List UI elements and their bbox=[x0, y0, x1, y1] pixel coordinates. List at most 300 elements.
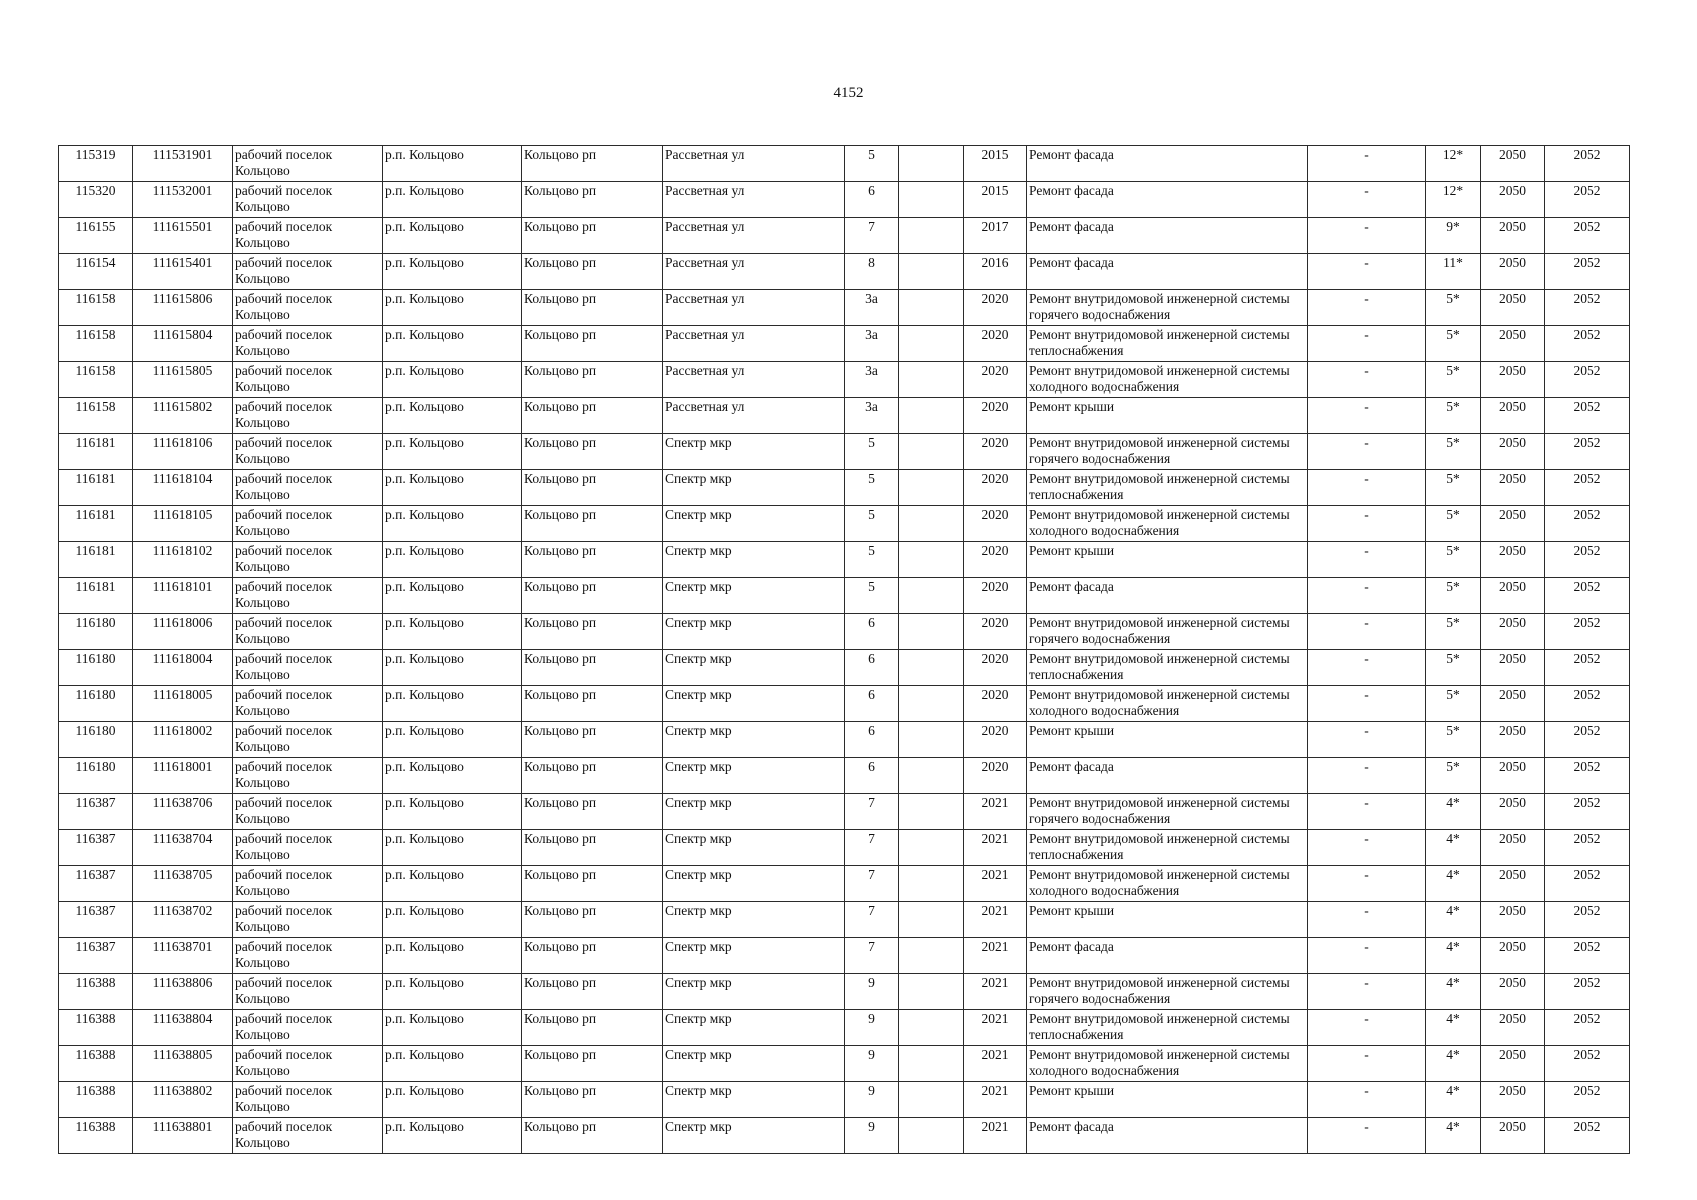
table-row bbox=[59, 326, 1630, 362]
term-cell: 5* bbox=[1426, 362, 1481, 398]
work-type-cell: Ремонт фасада bbox=[1027, 254, 1308, 290]
building-cell bbox=[899, 362, 964, 398]
object-id-cell: 116180 bbox=[59, 758, 133, 794]
street-cell: Спектр мкр bbox=[663, 1082, 845, 1118]
term-cell: 5* bbox=[1426, 434, 1481, 470]
work-type-cell: Ремонт внутридомовой инженерной системы холодного водоснабжения bbox=[1027, 506, 1308, 542]
record-id-cell: 111615804 bbox=[133, 326, 233, 362]
work-type-cell: Ремонт внутридомовой инженерной системы теплоснабжения bbox=[1027, 650, 1308, 686]
table-row bbox=[59, 1010, 1630, 1046]
year-cell: 2020 bbox=[964, 506, 1027, 542]
settlement-cell: р.п. Кольцово bbox=[383, 758, 522, 794]
work-type-cell: Ремонт внутридомовой инженерной системы горячего водоснабжения bbox=[1027, 290, 1308, 326]
municipality-cell: рабочий поселок Кольцово bbox=[233, 830, 383, 866]
start-year-cell: 2050 bbox=[1481, 1046, 1545, 1082]
year-cell: 2016 bbox=[964, 254, 1027, 290]
page-number: 4152 bbox=[833, 85, 864, 101]
record-id-cell: 111618102 bbox=[133, 542, 233, 578]
settlement-cell: р.п. Кольцово bbox=[383, 866, 522, 902]
settlement-cell: р.п. Кольцово bbox=[383, 686, 522, 722]
table-row bbox=[59, 146, 1630, 182]
year-cell: 2020 bbox=[964, 614, 1027, 650]
term-cell: 5* bbox=[1426, 470, 1481, 506]
dash-cell: - bbox=[1308, 362, 1426, 398]
street-cell: Спектр мкр bbox=[663, 758, 845, 794]
start-year-cell: 2050 bbox=[1481, 794, 1545, 830]
year-cell: 2020 bbox=[964, 326, 1027, 362]
dash-cell: - bbox=[1308, 470, 1426, 506]
term-cell: 5* bbox=[1426, 650, 1481, 686]
end-year-cell: 2052 bbox=[1545, 830, 1630, 866]
work-type-cell: Ремонт внутридомовой инженерной системы горячего водоснабжения bbox=[1027, 614, 1308, 650]
year-cell: 2020 bbox=[964, 290, 1027, 326]
object-id-cell: 116155 bbox=[59, 218, 133, 254]
municipality-cell: рабочий поселок Кольцово bbox=[233, 146, 383, 182]
house-number-cell: 6 bbox=[845, 686, 899, 722]
building-cell bbox=[899, 326, 964, 362]
street-cell: Рассветная ул bbox=[663, 218, 845, 254]
street-cell: Спектр мкр bbox=[663, 1046, 845, 1082]
record-id-cell: 111638704 bbox=[133, 830, 233, 866]
locality-cell: Кольцово рп bbox=[522, 1046, 663, 1082]
record-id-cell: 111638705 bbox=[133, 866, 233, 902]
building-cell bbox=[899, 686, 964, 722]
end-year-cell: 2052 bbox=[1545, 326, 1630, 362]
settlement-cell: р.п. Кольцово bbox=[383, 1082, 522, 1118]
settlement-cell: р.п. Кольцово bbox=[383, 254, 522, 290]
dash-cell: - bbox=[1308, 1118, 1426, 1154]
year-cell: 2020 bbox=[964, 722, 1027, 758]
record-id-cell: 111618106 bbox=[133, 434, 233, 470]
record-id-cell: 111615501 bbox=[133, 218, 233, 254]
street-cell: Спектр мкр bbox=[663, 938, 845, 974]
building-cell bbox=[899, 578, 964, 614]
building-cell bbox=[899, 218, 964, 254]
building-cell bbox=[899, 506, 964, 542]
settlement-cell: р.п. Кольцово bbox=[383, 542, 522, 578]
end-year-cell: 2052 bbox=[1545, 722, 1630, 758]
settlement-cell: р.п. Кольцово bbox=[383, 506, 522, 542]
settlement-cell: р.п. Кольцово bbox=[383, 290, 522, 326]
term-cell: 4* bbox=[1426, 1082, 1481, 1118]
term-cell: 4* bbox=[1426, 902, 1481, 938]
record-id-cell: 111532001 bbox=[133, 182, 233, 218]
object-id-cell: 116181 bbox=[59, 578, 133, 614]
house-number-cell: 5 bbox=[845, 542, 899, 578]
year-cell: 2017 bbox=[964, 218, 1027, 254]
start-year-cell: 2050 bbox=[1481, 1082, 1545, 1118]
locality-cell: Кольцово рп bbox=[522, 686, 663, 722]
settlement-cell: р.п. Кольцово bbox=[383, 614, 522, 650]
object-id-cell: 116180 bbox=[59, 650, 133, 686]
locality-cell: Кольцово рп bbox=[522, 506, 663, 542]
house-number-cell: 6 bbox=[845, 722, 899, 758]
settlement-cell: р.п. Кольцово bbox=[383, 974, 522, 1010]
table-row bbox=[59, 866, 1630, 902]
term-cell: 5* bbox=[1426, 506, 1481, 542]
table-row bbox=[59, 650, 1630, 686]
end-year-cell: 2052 bbox=[1545, 758, 1630, 794]
object-id-cell: 116158 bbox=[59, 398, 133, 434]
municipality-cell: рабочий поселок Кольцово bbox=[233, 1082, 383, 1118]
work-type-cell: Ремонт внутридомовой инженерной системы теплоснабжения bbox=[1027, 326, 1308, 362]
object-id-cell: 116387 bbox=[59, 938, 133, 974]
locality-cell: Кольцово рп bbox=[522, 146, 663, 182]
year-cell: 2020 bbox=[964, 470, 1027, 506]
registry-table bbox=[58, 145, 1630, 1154]
start-year-cell: 2050 bbox=[1481, 902, 1545, 938]
year-cell: 2021 bbox=[964, 1046, 1027, 1082]
record-id-cell: 111638805 bbox=[133, 1046, 233, 1082]
work-type-cell: Ремонт внутридомовой инженерной системы теплоснабжения bbox=[1027, 470, 1308, 506]
start-year-cell: 2050 bbox=[1481, 146, 1545, 182]
house-number-cell: 3а bbox=[845, 290, 899, 326]
dash-cell: - bbox=[1308, 758, 1426, 794]
municipality-cell: рабочий поселок Кольцово bbox=[233, 614, 383, 650]
work-type-cell: Ремонт крыши bbox=[1027, 722, 1308, 758]
house-number-cell: 6 bbox=[845, 758, 899, 794]
year-cell: 2020 bbox=[964, 398, 1027, 434]
locality-cell: Кольцово рп bbox=[522, 1082, 663, 1118]
term-cell: 4* bbox=[1426, 830, 1481, 866]
year-cell: 2021 bbox=[964, 1118, 1027, 1154]
term-cell: 4* bbox=[1426, 866, 1481, 902]
start-year-cell: 2050 bbox=[1481, 1118, 1545, 1154]
start-year-cell: 2050 bbox=[1481, 830, 1545, 866]
settlement-cell: р.п. Кольцово bbox=[383, 326, 522, 362]
street-cell: Спектр мкр bbox=[663, 974, 845, 1010]
year-cell: 2021 bbox=[964, 830, 1027, 866]
street-cell: Рассветная ул bbox=[663, 290, 845, 326]
house-number-cell: 3а bbox=[845, 398, 899, 434]
table-row bbox=[59, 290, 1630, 326]
house-number-cell: 9 bbox=[845, 974, 899, 1010]
start-year-cell: 2050 bbox=[1481, 290, 1545, 326]
work-type-cell: Ремонт фасада bbox=[1027, 938, 1308, 974]
year-cell: 2021 bbox=[964, 938, 1027, 974]
municipality-cell: рабочий поселок Кольцово bbox=[233, 218, 383, 254]
building-cell bbox=[899, 398, 964, 434]
municipality-cell: рабочий поселок Кольцово bbox=[233, 650, 383, 686]
object-id-cell: 116387 bbox=[59, 830, 133, 866]
term-cell: 5* bbox=[1426, 758, 1481, 794]
building-cell bbox=[899, 1010, 964, 1046]
term-cell: 4* bbox=[1426, 938, 1481, 974]
dash-cell: - bbox=[1308, 542, 1426, 578]
municipality-cell: рабочий поселок Кольцово bbox=[233, 902, 383, 938]
table-row bbox=[59, 254, 1630, 290]
object-id-cell: 116154 bbox=[59, 254, 133, 290]
object-id-cell: 116158 bbox=[59, 290, 133, 326]
municipality-cell: рабочий поселок Кольцово bbox=[233, 974, 383, 1010]
table-row bbox=[59, 758, 1630, 794]
record-id-cell: 111615805 bbox=[133, 362, 233, 398]
end-year-cell: 2052 bbox=[1545, 506, 1630, 542]
start-year-cell: 2050 bbox=[1481, 578, 1545, 614]
locality-cell: Кольцово рп bbox=[522, 866, 663, 902]
dash-cell: - bbox=[1308, 1046, 1426, 1082]
street-cell: Спектр мкр bbox=[663, 542, 845, 578]
settlement-cell: р.п. Кольцово bbox=[383, 1046, 522, 1082]
year-cell: 2020 bbox=[964, 686, 1027, 722]
municipality-cell: рабочий поселок Кольцово bbox=[233, 866, 383, 902]
dash-cell: - bbox=[1308, 866, 1426, 902]
year-cell: 2020 bbox=[964, 542, 1027, 578]
street-cell: Спектр мкр bbox=[663, 830, 845, 866]
work-type-cell: Ремонт фасада bbox=[1027, 146, 1308, 182]
table-row bbox=[59, 1046, 1630, 1082]
building-cell bbox=[899, 650, 964, 686]
end-year-cell: 2052 bbox=[1545, 794, 1630, 830]
municipality-cell: рабочий поселок Кольцово bbox=[233, 362, 383, 398]
building-cell bbox=[899, 866, 964, 902]
street-cell: Спектр мкр bbox=[663, 434, 845, 470]
municipality-cell: рабочий поселок Кольцово bbox=[233, 758, 383, 794]
locality-cell: Кольцово рп bbox=[522, 398, 663, 434]
locality-cell: Кольцово рп bbox=[522, 578, 663, 614]
object-id-cell: 115319 bbox=[59, 146, 133, 182]
street-cell: Рассветная ул bbox=[663, 182, 845, 218]
municipality-cell: рабочий поселок Кольцово bbox=[233, 794, 383, 830]
object-id-cell: 116388 bbox=[59, 1010, 133, 1046]
house-number-cell: 6 bbox=[845, 650, 899, 686]
work-type-cell: Ремонт фасада bbox=[1027, 1118, 1308, 1154]
municipality-cell: рабочий поселок Кольцово bbox=[233, 722, 383, 758]
object-id-cell: 116181 bbox=[59, 506, 133, 542]
year-cell: 2020 bbox=[964, 578, 1027, 614]
house-number-cell: 5 bbox=[845, 434, 899, 470]
building-cell bbox=[899, 722, 964, 758]
year-cell: 2015 bbox=[964, 146, 1027, 182]
building-cell bbox=[899, 794, 964, 830]
work-type-cell: Ремонт внутридомовой инженерной системы горячего водоснабжения bbox=[1027, 794, 1308, 830]
table-row bbox=[59, 506, 1630, 542]
street-cell: Спектр мкр bbox=[663, 866, 845, 902]
year-cell: 2020 bbox=[964, 758, 1027, 794]
locality-cell: Кольцово рп bbox=[522, 902, 663, 938]
start-year-cell: 2050 bbox=[1481, 1010, 1545, 1046]
locality-cell: Кольцово рп bbox=[522, 614, 663, 650]
building-cell bbox=[899, 938, 964, 974]
building-cell bbox=[899, 182, 964, 218]
building-cell bbox=[899, 434, 964, 470]
term-cell: 4* bbox=[1426, 1046, 1481, 1082]
term-cell: 4* bbox=[1426, 1118, 1481, 1154]
dash-cell: - bbox=[1308, 974, 1426, 1010]
term-cell: 5* bbox=[1426, 578, 1481, 614]
object-id-cell: 116158 bbox=[59, 326, 133, 362]
table-row bbox=[59, 974, 1630, 1010]
start-year-cell: 2050 bbox=[1481, 218, 1545, 254]
dash-cell: - bbox=[1308, 290, 1426, 326]
table-row bbox=[59, 902, 1630, 938]
building-cell bbox=[899, 1082, 964, 1118]
year-cell: 2021 bbox=[964, 902, 1027, 938]
street-cell: Спектр мкр bbox=[663, 650, 845, 686]
term-cell: 5* bbox=[1426, 614, 1481, 650]
house-number-cell: 6 bbox=[845, 182, 899, 218]
end-year-cell: 2052 bbox=[1545, 182, 1630, 218]
dash-cell: - bbox=[1308, 686, 1426, 722]
work-type-cell: Ремонт внутридомовой инженерной системы холодного водоснабжения bbox=[1027, 866, 1308, 902]
building-cell bbox=[899, 290, 964, 326]
end-year-cell: 2052 bbox=[1545, 398, 1630, 434]
building-cell bbox=[899, 614, 964, 650]
locality-cell: Кольцово рп bbox=[522, 938, 663, 974]
start-year-cell: 2050 bbox=[1481, 362, 1545, 398]
work-type-cell: Ремонт внутридомовой инженерной системы горячего водоснабжения bbox=[1027, 434, 1308, 470]
term-cell: 5* bbox=[1426, 722, 1481, 758]
term-cell: 5* bbox=[1426, 326, 1481, 362]
locality-cell: Кольцово рп bbox=[522, 650, 663, 686]
settlement-cell: р.п. Кольцово bbox=[383, 362, 522, 398]
work-type-cell: Ремонт фасада bbox=[1027, 182, 1308, 218]
building-cell bbox=[899, 1046, 964, 1082]
start-year-cell: 2050 bbox=[1481, 434, 1545, 470]
table-body bbox=[59, 146, 1630, 1154]
record-id-cell: 111531901 bbox=[133, 146, 233, 182]
house-number-cell: 7 bbox=[845, 902, 899, 938]
table-row bbox=[59, 1082, 1630, 1118]
record-id-cell: 111638706 bbox=[133, 794, 233, 830]
locality-cell: Кольцово рп bbox=[522, 758, 663, 794]
end-year-cell: 2052 bbox=[1545, 218, 1630, 254]
record-id-cell: 111618005 bbox=[133, 686, 233, 722]
start-year-cell: 2050 bbox=[1481, 398, 1545, 434]
house-number-cell: 3а bbox=[845, 362, 899, 398]
house-number-cell: 7 bbox=[845, 794, 899, 830]
year-cell: 2021 bbox=[964, 794, 1027, 830]
locality-cell: Кольцово рп bbox=[522, 1010, 663, 1046]
end-year-cell: 2052 bbox=[1545, 290, 1630, 326]
start-year-cell: 2050 bbox=[1481, 722, 1545, 758]
work-type-cell: Ремонт крыши bbox=[1027, 1082, 1308, 1118]
dash-cell: - bbox=[1308, 650, 1426, 686]
start-year-cell: 2050 bbox=[1481, 182, 1545, 218]
dash-cell: - bbox=[1308, 218, 1426, 254]
street-cell: Рассветная ул bbox=[663, 146, 845, 182]
building-cell bbox=[899, 830, 964, 866]
locality-cell: Кольцово рп bbox=[522, 290, 663, 326]
record-id-cell: 111618001 bbox=[133, 758, 233, 794]
record-id-cell: 111618101 bbox=[133, 578, 233, 614]
dash-cell: - bbox=[1308, 254, 1426, 290]
locality-cell: Кольцово рп bbox=[522, 362, 663, 398]
dash-cell: - bbox=[1308, 326, 1426, 362]
table-row bbox=[59, 434, 1630, 470]
work-type-cell: Ремонт внутридомовой инженерной системы теплоснабжения bbox=[1027, 830, 1308, 866]
street-cell: Рассветная ул bbox=[663, 326, 845, 362]
table-row bbox=[59, 578, 1630, 614]
record-id-cell: 111638801 bbox=[133, 1118, 233, 1154]
settlement-cell: р.п. Кольцово bbox=[383, 578, 522, 614]
house-number-cell: 5 bbox=[845, 470, 899, 506]
term-cell: 4* bbox=[1426, 794, 1481, 830]
building-cell bbox=[899, 1118, 964, 1154]
street-cell: Рассветная ул bbox=[663, 398, 845, 434]
locality-cell: Кольцово рп bbox=[522, 542, 663, 578]
record-id-cell: 111615802 bbox=[133, 398, 233, 434]
settlement-cell: р.п. Кольцово bbox=[383, 470, 522, 506]
locality-cell: Кольцово рп bbox=[522, 722, 663, 758]
house-number-cell: 6 bbox=[845, 614, 899, 650]
end-year-cell: 2052 bbox=[1545, 866, 1630, 902]
record-id-cell: 111618004 bbox=[133, 650, 233, 686]
year-cell: 2021 bbox=[964, 974, 1027, 1010]
house-number-cell: 5 bbox=[845, 146, 899, 182]
start-year-cell: 2050 bbox=[1481, 938, 1545, 974]
record-id-cell: 111638702 bbox=[133, 902, 233, 938]
municipality-cell: рабочий поселок Кольцово bbox=[233, 434, 383, 470]
street-cell: Спектр мкр bbox=[663, 1118, 845, 1154]
settlement-cell: р.п. Кольцово bbox=[383, 1010, 522, 1046]
municipality-cell: рабочий поселок Кольцово bbox=[233, 470, 383, 506]
end-year-cell: 2052 bbox=[1545, 1046, 1630, 1082]
term-cell: 5* bbox=[1426, 686, 1481, 722]
object-id-cell: 116180 bbox=[59, 686, 133, 722]
end-year-cell: 2052 bbox=[1545, 614, 1630, 650]
work-type-cell: Ремонт крыши bbox=[1027, 902, 1308, 938]
end-year-cell: 2052 bbox=[1545, 686, 1630, 722]
house-number-cell: 7 bbox=[845, 218, 899, 254]
street-cell: Рассветная ул bbox=[663, 362, 845, 398]
house-number-cell: 9 bbox=[845, 1010, 899, 1046]
street-cell: Спектр мкр bbox=[663, 470, 845, 506]
year-cell: 2021 bbox=[964, 866, 1027, 902]
house-number-cell: 3а bbox=[845, 326, 899, 362]
settlement-cell: р.п. Кольцово bbox=[383, 902, 522, 938]
start-year-cell: 2050 bbox=[1481, 326, 1545, 362]
end-year-cell: 2052 bbox=[1545, 902, 1630, 938]
start-year-cell: 2050 bbox=[1481, 974, 1545, 1010]
object-id-cell: 115320 bbox=[59, 182, 133, 218]
record-id-cell: 111615806 bbox=[133, 290, 233, 326]
settlement-cell: р.п. Кольцово bbox=[383, 1118, 522, 1154]
street-cell: Спектр мкр bbox=[663, 578, 845, 614]
municipality-cell: рабочий поселок Кольцово bbox=[233, 182, 383, 218]
end-year-cell: 2052 bbox=[1545, 578, 1630, 614]
work-type-cell: Ремонт внутридомовой инженерной системы холодного водоснабжения bbox=[1027, 686, 1308, 722]
object-id-cell: 116387 bbox=[59, 866, 133, 902]
start-year-cell: 2050 bbox=[1481, 758, 1545, 794]
house-number-cell: 7 bbox=[845, 830, 899, 866]
settlement-cell: р.п. Кольцово bbox=[383, 434, 522, 470]
building-cell bbox=[899, 470, 964, 506]
end-year-cell: 2052 bbox=[1545, 1082, 1630, 1118]
dash-cell: - bbox=[1308, 146, 1426, 182]
street-cell: Спектр мкр bbox=[663, 614, 845, 650]
end-year-cell: 2052 bbox=[1545, 1010, 1630, 1046]
table-row bbox=[59, 614, 1630, 650]
dash-cell: - bbox=[1308, 794, 1426, 830]
record-id-cell: 111618105 bbox=[133, 506, 233, 542]
dash-cell: - bbox=[1308, 398, 1426, 434]
locality-cell: Кольцово рп bbox=[522, 434, 663, 470]
record-id-cell: 111638701 bbox=[133, 938, 233, 974]
building-cell bbox=[899, 902, 964, 938]
building-cell bbox=[899, 974, 964, 1010]
year-cell: 2020 bbox=[964, 362, 1027, 398]
dash-cell: - bbox=[1308, 506, 1426, 542]
municipality-cell: рабочий поселок Кольцово bbox=[233, 542, 383, 578]
settlement-cell: р.п. Кольцово bbox=[383, 830, 522, 866]
end-year-cell: 2052 bbox=[1545, 974, 1630, 1010]
street-cell: Спектр мкр bbox=[663, 902, 845, 938]
table-row bbox=[59, 470, 1630, 506]
building-cell bbox=[899, 146, 964, 182]
table-row bbox=[59, 182, 1630, 218]
record-id-cell: 111638802 bbox=[133, 1082, 233, 1118]
